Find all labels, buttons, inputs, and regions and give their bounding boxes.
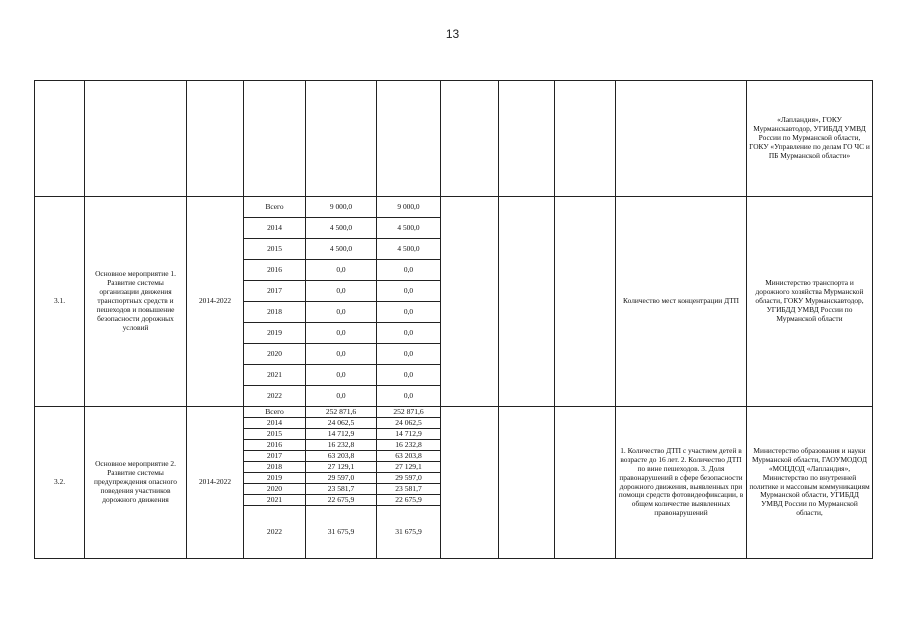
budget-cell: 0,0 — [377, 302, 441, 323]
year-cell: 2014 — [244, 418, 306, 429]
total-cell: 16 232,8 — [306, 440, 377, 451]
total-cell: 14 712,9 — [306, 429, 377, 440]
total-cell: 252 871,6 — [306, 407, 377, 418]
measure-name: Основное мероприятие 1. Развитие системы организации движения транспортных средств и пешеходов и повышение безопасности дорожных условий — [85, 197, 187, 407]
program-table — [34, 80, 873, 559]
cell-empty — [85, 81, 187, 197]
responsible-cell: Министерство образования и науки Мурманской области, ГАОУМОДОД «МОЦДОД «Лапландия», Министерство по внутренней политике и массовым коммуникациям Мурманской области, УГИБДД УМВД России по Мурманской области, — [747, 407, 873, 559]
total-cell: 0,0 — [306, 260, 377, 281]
total-cell: 27 129,1 — [306, 462, 377, 473]
total-cell: 23 581,7 — [306, 484, 377, 495]
budget-cell: 4 500,0 — [377, 239, 441, 260]
budget-cell: 0,0 — [377, 344, 441, 365]
cell-empty — [555, 81, 616, 197]
total-cell: 0,0 — [306, 281, 377, 302]
budget-cell: 14 712,9 — [377, 429, 441, 440]
budget-cell: 4 500,0 — [377, 218, 441, 239]
year-cell: 2014 — [244, 218, 306, 239]
budget-cell: 29 597,0 — [377, 473, 441, 484]
total-cell: 0,0 — [306, 344, 377, 365]
period: 2014-2022 — [187, 197, 244, 407]
table-row-continuation — [35, 81, 873, 197]
indicator-cell: 1. Количество ДТП с участием детей в возрасте до 16 лет. 2. Количество ДТП по вине пешеходов. 3. Доля правонарушений в сфере безопасности дорожного движения, выявленных при помощи средств фотовидеофиксации, в общем количестве выявленных правонарушений — [616, 407, 747, 559]
year-cell: 2020 — [244, 484, 306, 495]
measure-name: Основное мероприятие 2. Развитие системы предупреждения опасного поведения участников дорожного движения — [85, 407, 187, 559]
period: 2014-2022 — [187, 407, 244, 559]
year-cell: 2021 — [244, 495, 306, 506]
year-cell: 2020 — [244, 344, 306, 365]
year-cell: 2022 — [244, 386, 306, 407]
total-cell: 0,0 — [306, 386, 377, 407]
cell-empty — [499, 81, 555, 197]
year-cell: 2022 — [244, 506, 306, 559]
budget-cell: 0,0 — [377, 365, 441, 386]
year-cell: Всего — [244, 407, 306, 418]
budget-cell: 27 129,1 — [377, 462, 441, 473]
total-cell: 31 675,9 — [306, 506, 377, 559]
budget-cell: 24 062,5 — [377, 418, 441, 429]
year-cell: 2016 — [244, 440, 306, 451]
total-cell: 4 500,0 — [306, 239, 377, 260]
cell-empty — [306, 81, 377, 197]
year-cell: 2017 — [244, 451, 306, 462]
budget-cell: 0,0 — [377, 260, 441, 281]
budget-cell: 0,0 — [377, 386, 441, 407]
total-cell: 29 597,0 — [306, 473, 377, 484]
total-cell: 0,0 — [306, 302, 377, 323]
indicator-cell: Количество мест концентрации ДТП — [616, 197, 747, 407]
page-number: 13 — [445, 27, 460, 41]
cell-empty — [441, 407, 499, 559]
year-cell: 2015 — [244, 429, 306, 440]
cell-empty — [555, 197, 616, 407]
cell-empty — [441, 197, 499, 407]
total-cell: 0,0 — [306, 323, 377, 344]
cell-empty — [187, 81, 244, 197]
budget-cell: 252 871,6 — [377, 407, 441, 418]
budget-cell: 22 675,9 — [377, 495, 441, 506]
cell-empty — [499, 407, 555, 559]
total-cell: 9 000,0 — [306, 197, 377, 218]
responsible-cell: Министерство транспорта и дорожного хозяйства Мурманской области, ГОКУ Мурманскавтодор, УГИБДД УМВД России по Мурманской области — [747, 197, 873, 407]
year-cell: 2017 — [244, 281, 306, 302]
budget-cell: 0,0 — [377, 281, 441, 302]
budget-cell: 9 000,0 — [377, 197, 441, 218]
budget-cell: 31 675,9 — [377, 506, 441, 559]
cell-empty — [35, 81, 85, 197]
year-cell: 2018 — [244, 302, 306, 323]
total-cell: 24 062,5 — [306, 418, 377, 429]
budget-cell: 23 581,7 — [377, 484, 441, 495]
cell-empty — [244, 81, 306, 197]
year-cell: Всего — [244, 197, 306, 218]
cell-empty — [377, 81, 441, 197]
total-cell: 0,0 — [306, 365, 377, 386]
responsible-cell: «Лапландия», ГОКУ Мурманскавтодор, УГИБДД УМВД России по Мурманской области, ГОКУ «Управление по делам ГО ЧС и ПБ Мурманской области» — [747, 81, 873, 197]
year-cell: 2019 — [244, 323, 306, 344]
budget-cell: 16 232,8 — [377, 440, 441, 451]
year-cell: 2019 — [244, 473, 306, 484]
table-row-3-1 — [35, 197, 873, 218]
year-cell: 2021 — [244, 365, 306, 386]
cell-empty — [616, 81, 747, 197]
year-cell: 2015 — [244, 239, 306, 260]
budget-cell: 63 203,8 — [377, 451, 441, 462]
year-cell: 2016 — [244, 260, 306, 281]
budget-cell: 0,0 — [377, 323, 441, 344]
total-cell: 4 500,0 — [306, 218, 377, 239]
table-row-3-2 — [35, 407, 873, 418]
year-cell: 2018 — [244, 462, 306, 473]
row-number: 3.2. — [35, 407, 85, 559]
total-cell: 63 203,8 — [306, 451, 377, 462]
row-number: 3.1. — [35, 197, 85, 407]
total-cell: 22 675,9 — [306, 495, 377, 506]
cell-empty — [499, 197, 555, 407]
cell-empty — [441, 81, 499, 197]
cell-empty — [555, 407, 616, 559]
